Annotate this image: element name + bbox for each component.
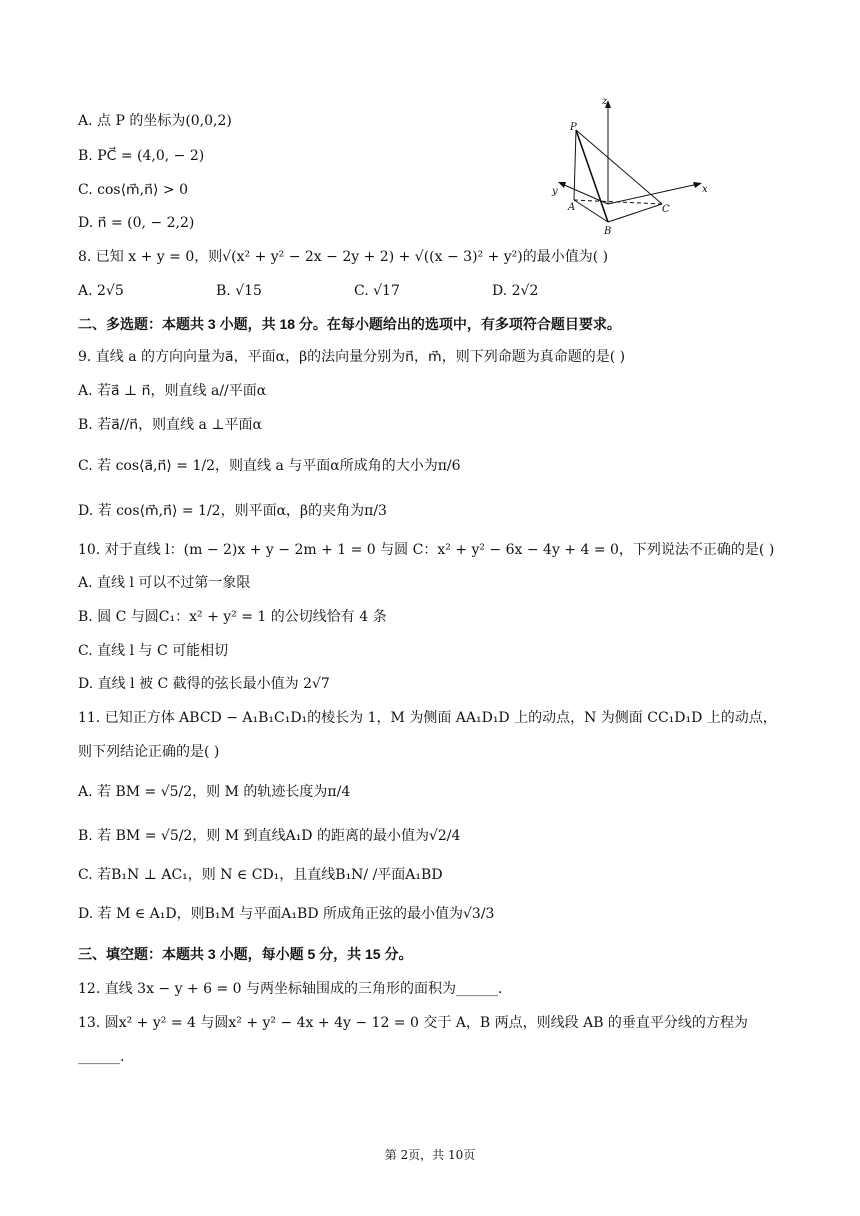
page-footer: 第 2页，共 10页 [384, 1148, 476, 1162]
q10-option-c: C. 直线 l 与 C 可能相切 [78, 643, 229, 659]
q12-stem: 12. 直线 3x − y + 6 = 0 与两坐标轴围成的三角形的面积为______. [78, 981, 503, 997]
q10-stem: 10. 对于直线 l：(m − 2)x + y − 2m + 1 = 0 与圆 C：x² + y² − 6x − 4y + 4 = 0，下列说法不正确的是( ) [78, 542, 775, 558]
q7-option-a: A. 点 P 的坐标为(0,0,2) [78, 113, 232, 129]
section-2-heading: 二、多选题：本题共 3 小题，共 18 分。在每小题给出的选项中，有多项符合题目要求。 [78, 316, 621, 332]
label-p: P [570, 122, 577, 133]
q11-stem-line1: 11. 已知正方体 ABCD − A₁B₁C₁D₁的棱长为 1，M 为侧面 AA₁D₁D 上的动点，N 为侧面 CC₁D₁D 上的动点， [78, 710, 777, 726]
q9-option-a: A. 若a⃗ ⊥ n⃗，则直线 a//平面α [78, 383, 267, 399]
q9-stem: 9. 直线 a 的方向向量为a⃗，平面α，β的法向量分别为n⃗，m⃗，则下列命题为真命题的是( ) [78, 349, 626, 365]
q7-option-c: C. cos⟨m⃗,n⃗⟩ > 0 [78, 182, 188, 198]
q7-option-d: D. n⃗ = (0, − 2,2) [78, 215, 195, 231]
q10-option-a: A. 直线 l 可以不过第一象限 [78, 575, 251, 591]
label-b: B [604, 226, 612, 237]
q11-option-c: C. 若B₁N ⊥ AC₁，则 N ∈ CD₁，且直线B₁N/ /平面A₁BD [78, 867, 443, 883]
q8-options [78, 281, 778, 301]
label-y: y [552, 186, 558, 197]
q13-stem-line2: ______. [78, 1049, 125, 1065]
q8-stem: 8. 已知 x + y = 0，则√(x² + y² − 2x − 2y + 2) + √((x − 3)² + y²)的最小值为( ) [78, 249, 609, 265]
y-arrow [558, 182, 566, 188]
q11-option-a: A. 若 BM = √5/2，则 M 的轨迹长度为π/4 [78, 784, 351, 800]
x-axis [608, 184, 698, 204]
edge-bc [608, 204, 662, 222]
edge-ac-dashed [574, 200, 662, 204]
coordinate-figure [550, 96, 720, 238]
q8-option-d: D. 2√2 [492, 283, 539, 299]
q10-option-b: B. 圆 C 与圆C₁：x² + y² = 1 的公切线恰有 4 条 [78, 609, 387, 625]
q8-option-b: B. √15 [216, 283, 262, 299]
q11-option-b: B. 若 BM = √5/2，则 M 到直线A₁D 的距离的最小值为√2/4 [78, 828, 461, 844]
q9-option-c: C. 若 cos⟨a⃗,n⃗⟩ = 1/2，则直线 a 与平面α所成角的大小为π/6 [78, 458, 461, 474]
x-arrow [693, 182, 702, 188]
label-z: z [602, 96, 608, 107]
section-3-heading: 三、填空题：本题共 3 小题，每小题 5 分，共 15 分。 [78, 946, 413, 962]
label-a: A [568, 202, 576, 213]
q8-option-c: C. √17 [354, 283, 400, 299]
label-c: C [662, 204, 670, 215]
q11-option-d: D. 若 M ∈ A₁D，则B₁M 与平面A₁BD 所成角正弦的最小值为√3/3 [78, 906, 495, 922]
q9-option-b: B. 若a⃗//n⃗，则直线 a ⊥平面α [78, 417, 262, 433]
q7-option-b: B. PC⃗ = (4,0, − 2) [78, 148, 205, 164]
figure-svg [550, 96, 720, 238]
q13-stem-line1: 13. 圆x² + y² = 4 与圆x² + y² − 4x + 4y − 12 = 0 交于 A，B 两点，则线段 AB 的垂直平分线的方程为 [78, 1015, 748, 1031]
q10-option-d: D. 直线 l 被 C 截得的弦长最小值为 2√7 [78, 676, 330, 692]
edge-ab [574, 200, 608, 222]
q9-option-d: D. 若 cos⟨m⃗,n⃗⟩ = 1/2，则平面α，β的夹角为π/3 [78, 503, 387, 519]
q11-stem-line2: 则下列结论正确的是( ) [78, 744, 220, 760]
q8-option-a: A. 2√5 [78, 283, 124, 299]
label-x: x [702, 184, 708, 195]
